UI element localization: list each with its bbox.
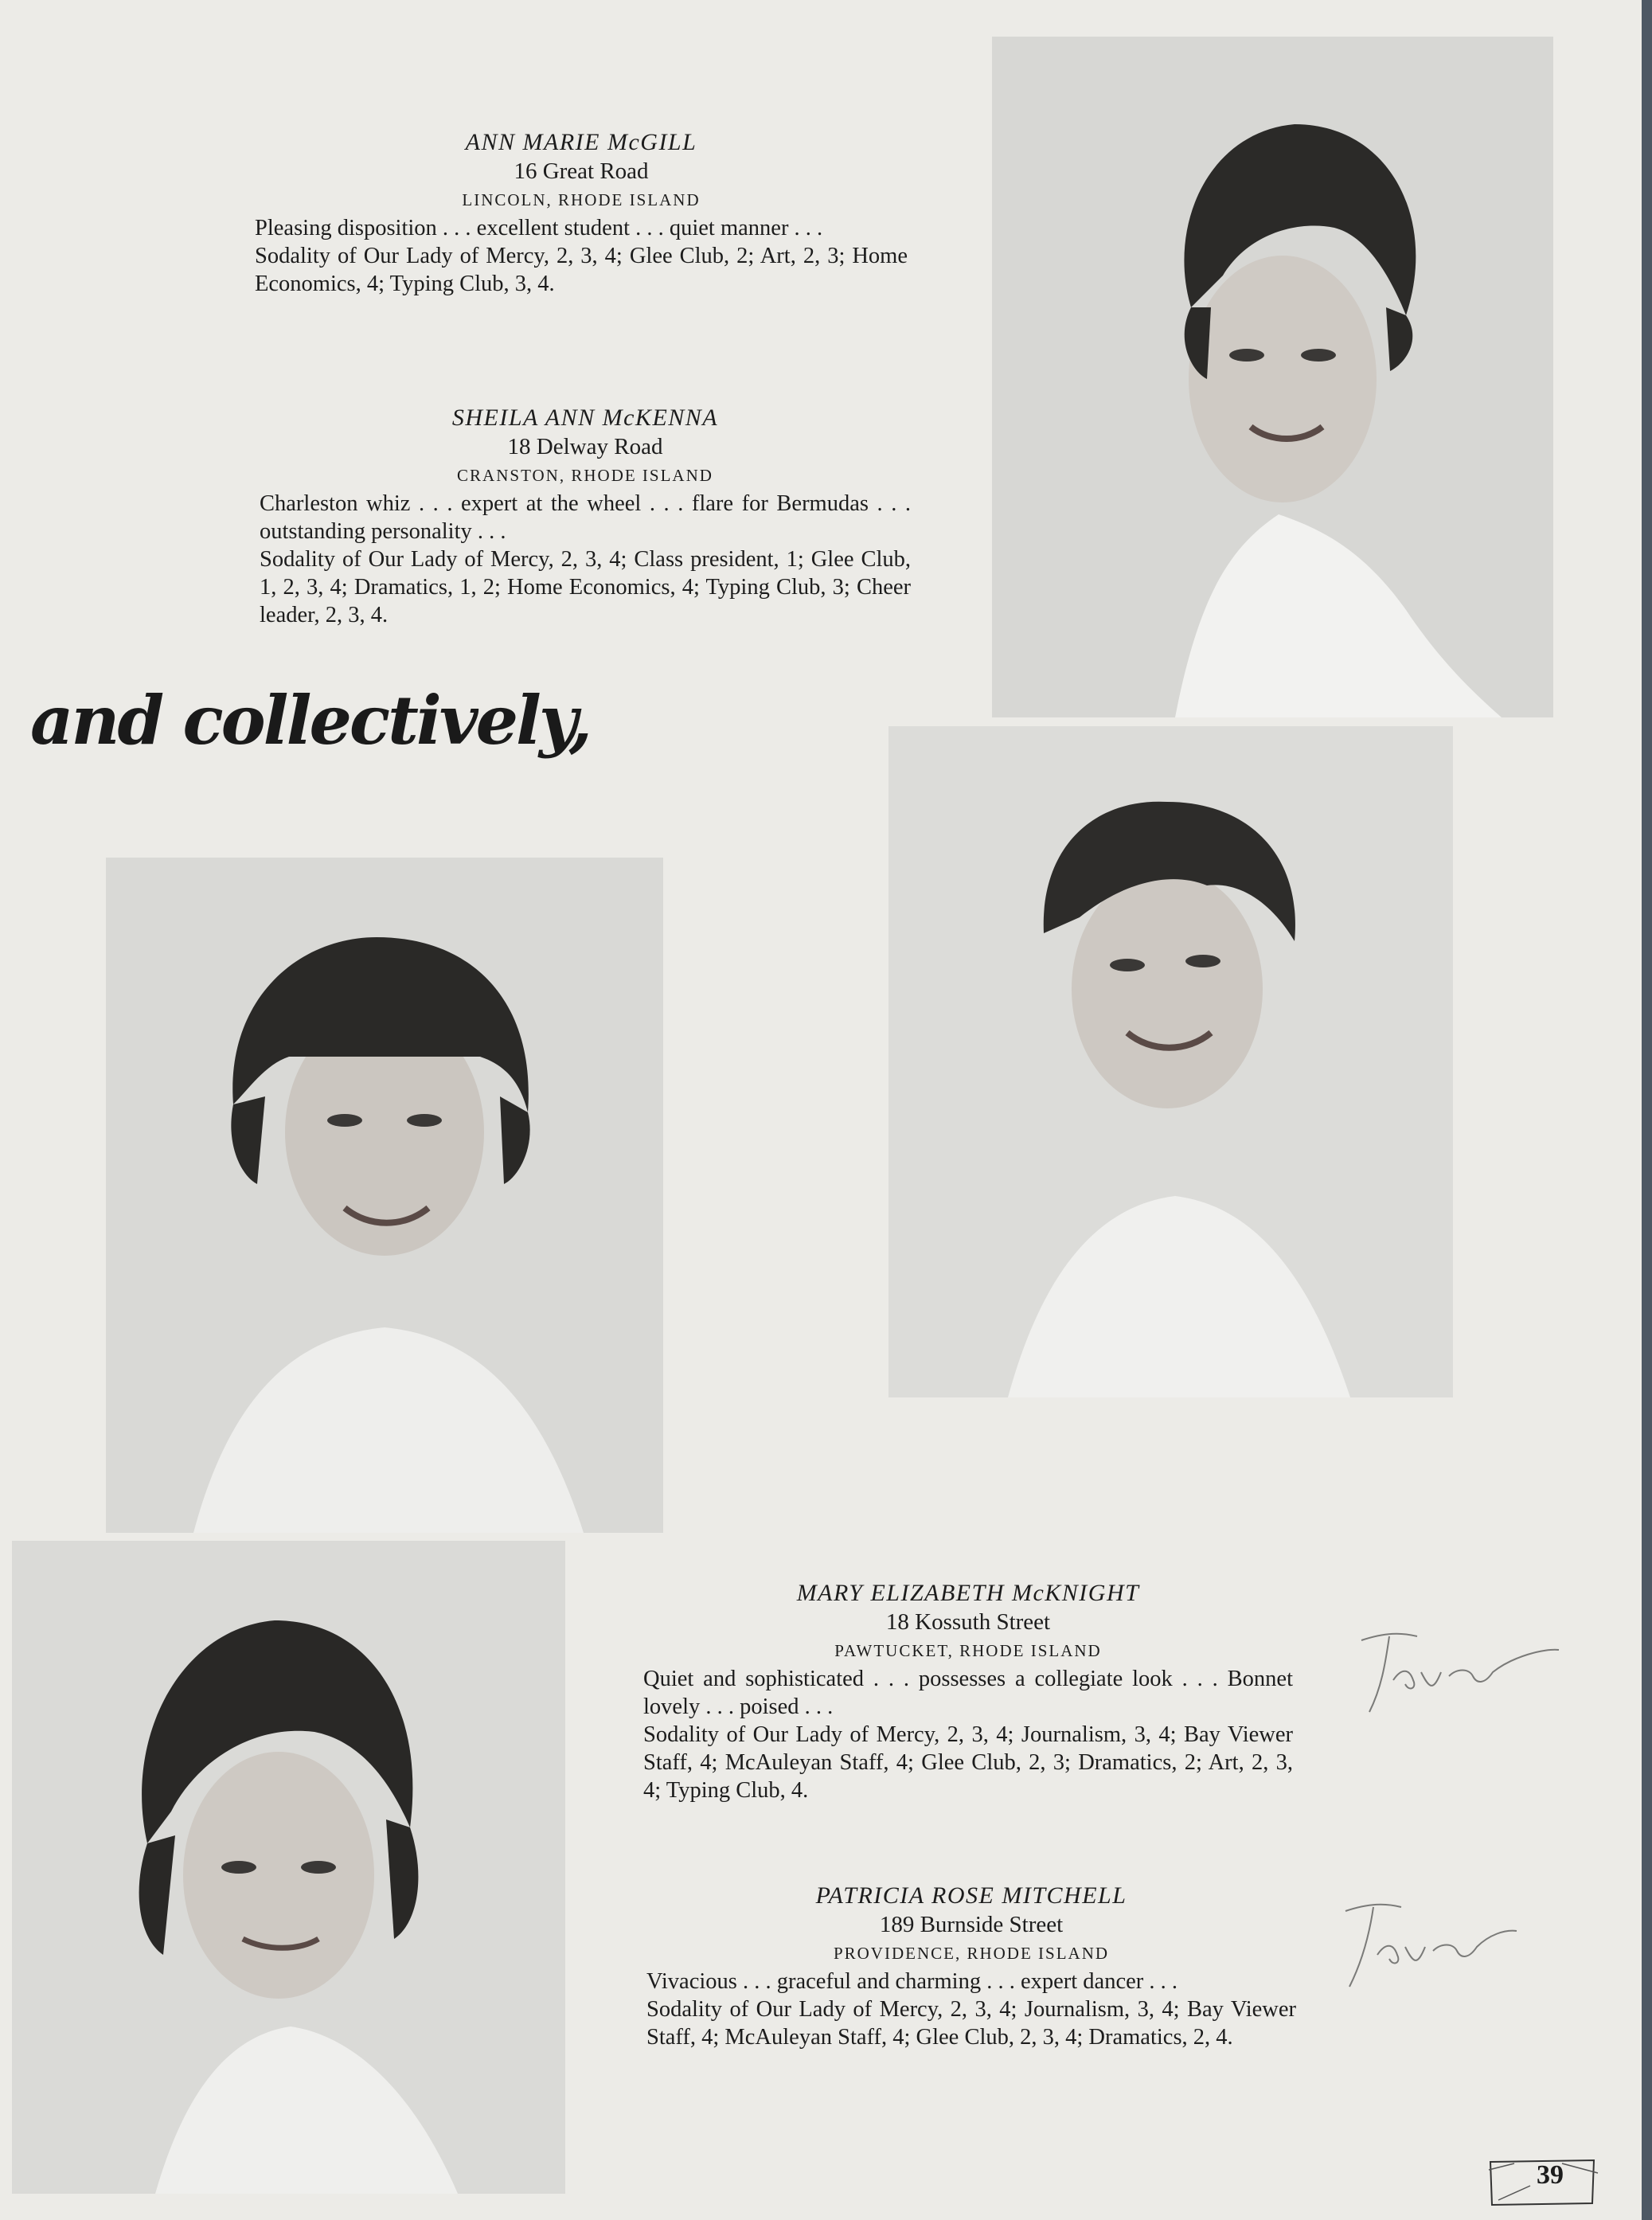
student-city: PROVIDENCE, RHODE ISLAND (833, 1944, 1110, 1963)
student-name: SHEILA ANN McKENNA (451, 405, 719, 431)
student-bio-mitchell (646, 1882, 1296, 2051)
student-name: PATRICIA ROSE MITCHELL (815, 1882, 1127, 1909)
student-name: ANN MARIE McGILL (465, 129, 697, 155)
student-bio-mcgill (255, 128, 908, 298)
portrait-photo-mcknight (888, 726, 1453, 1397)
student-activities: Sodality of Our Lady of Mercy, 2, 3, 4; Journalism, 3, 4; Bay Viewer Staff, 4; McAuleyan Staff, 4; Glee Club, 2, 3; Dramatics, 2; Art, 2, 3, 4; Typing Club, 4. (643, 1722, 1293, 1803)
student-bio-mcknight (643, 1579, 1293, 1804)
student-city: CRANSTON, RHODE ISLAND (457, 466, 713, 485)
student-description: Charleston whiz . . . expert at the wheel . . . flare for Bermudas . . . outstanding personality . . . (260, 491, 911, 544)
student-description: Quiet and sophisticated . . . possesses a collegiate look . . . Bonnet lovely . . . poised . . . (643, 1667, 1293, 1719)
student-street: 16 Great Road (514, 158, 649, 184)
student-description: Pleasing disposition . . . excellent student . . . quiet manner . . . (255, 216, 823, 240)
handwritten-note (1330, 1899, 1521, 1995)
student-activities: Sodality of Our Lady of Mercy, 2, 3, 4; Journalism, 3, 4; Bay Viewer Staff, 4; McAuleyan Staff, 4; Glee Club, 2, 3, 4; Dramatics, 2, 4. (646, 1997, 1296, 2050)
portrait-photo-mitchell (12, 1541, 565, 2194)
student-name: MARY ELIZABETH McKNIGHT (796, 1580, 1140, 1606)
page-tagline: and collectively, (30, 681, 590, 760)
student-street: 18 Kossuth Street (885, 1609, 1051, 1635)
portrait-photo-mcgill (992, 37, 1553, 717)
student-activities: Sodality of Our Lady of Mercy, 2, 3, 4; Glee Club, 2; Art, 2, 3; Home Economics, 4; Typing Club, 3, 4. (255, 244, 908, 296)
student-street: 189 Burnside Street (879, 1912, 1064, 1937)
page-number-text: 39 (1537, 2160, 1564, 2190)
page-number (1482, 2154, 1602, 2210)
handwritten-note (1353, 1624, 1568, 1720)
student-description: Vivacious . . . graceful and charming . . . expert dancer . . . (646, 1969, 1177, 1994)
student-street: 18 Delway Road (507, 434, 663, 459)
portrait-photo-middle-left (106, 858, 663, 1533)
student-city: PAWTUCKET, RHODE ISLAND (834, 1641, 1102, 1660)
student-activities: Sodality of Our Lady of Mercy, 2, 3, 4; Class president, 1; Glee Club, 1, 2, 3, 4; Dramatics, 1, 2; Home Economics, 4; Typing Club, 3; Cheer leader, 2, 3, 4. (260, 547, 911, 627)
student-city: LINCOLN, RHODE ISLAND (462, 190, 701, 209)
binding-edge (1642, 0, 1652, 2220)
student-bio-mckenna (260, 404, 911, 629)
